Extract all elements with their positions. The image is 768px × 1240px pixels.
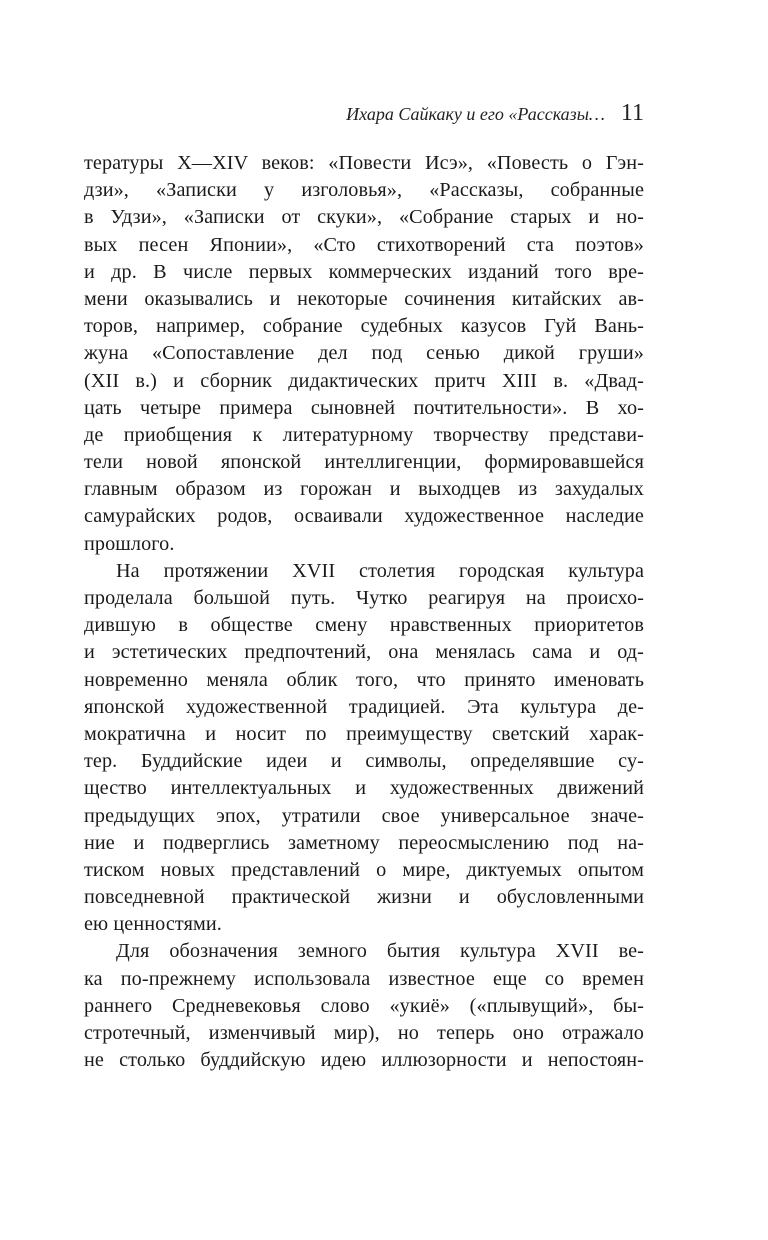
- text-line: мократична и носит по преимуществу светский харак-: [84, 722, 644, 745]
- text-line: и др. В числе первых коммерческих изданий того вре-: [84, 260, 644, 283]
- body-text: [84, 150, 644, 1074]
- text-line: щество интеллектуальных и художественных движений: [84, 777, 644, 800]
- text-line: тели новой японской интеллигенции, формировавшейся: [84, 451, 644, 474]
- text-line: тературы X—XIV веков: «Повести Исэ», «Повесть о Гэн-: [84, 152, 644, 174]
- text-line: дзи», «Записки у изголовья», «Рассказы, собранные: [84, 179, 644, 202]
- text-line: На протяжении XVII столетия городская культура: [116, 559, 644, 582]
- paragraph-2: [84, 558, 644, 939]
- text-line: тер. Буддийские идеи и символы, определявшие су-: [84, 750, 644, 773]
- text-line: проделала большой путь. Чутко реагируя на происхо-: [84, 587, 644, 609]
- text-line: вых песен Японии», «Сто стихотворений ста поэтов»: [84, 233, 644, 256]
- text-line: стротечный, изменчивый мир), но теперь оно отражало: [84, 1022, 644, 1044]
- text-line: (XII в.) и сборник дидактических притч XIII в. «Двад-: [84, 369, 644, 392]
- text-line: ка по-прежнему использовала известное еще со времен: [84, 967, 644, 990]
- paragraph-3: [84, 938, 644, 1074]
- text-line: самурайских родов, осваивали художественное наследие: [84, 505, 644, 528]
- text-line: повседневной практической жизни и обусловленными: [84, 886, 644, 909]
- text-line: тиском новых представлений о мире, диктуемых опытом: [84, 858, 644, 881]
- text-line: не столько буддийскую идею иллюзорности и непостоян-: [84, 1049, 644, 1072]
- text-line: цать четыре примера сыновней почтительности». В хо-: [84, 396, 644, 419]
- text-line: японской художественной традицией. Эта культура де-: [84, 695, 644, 718]
- page-number: 11: [620, 100, 644, 126]
- text-line: де приобщения к литературному творчеству представи-: [84, 423, 644, 446]
- text-line: и эстетических предпочтений, она менялась сама и од-: [84, 641, 644, 664]
- text-line: новременно меняла облик того, что принято именовать: [84, 668, 644, 691]
- text-line: ние и подверглись заметному переосмыслению под на-: [84, 831, 644, 854]
- running-header: [346, 100, 644, 127]
- text-line: раннего Средневековья слово «укиё» («плывущий», бы-: [84, 994, 644, 1017]
- text-line: Для обозначения земного бытия культура XVII ве-: [116, 940, 644, 963]
- text-line: главным образом из горожан и выходцев из захудалых: [84, 478, 644, 501]
- text-line: дившую в обществе смену нравственных приоритетов: [84, 614, 644, 637]
- text-line: торов, например, собрание судебных казусов Гуй Вань-: [84, 315, 644, 338]
- paragraph-1: [84, 150, 644, 558]
- text-line: мени оказывались и некоторые сочинения китайских ав-: [84, 287, 644, 310]
- text-line: ею ценностями.: [84, 913, 222, 936]
- book-page: [84, 0, 644, 1240]
- running-title: Ихара Сайкаку и его «Рассказы…: [346, 104, 605, 124]
- text-line: прошлого.: [84, 532, 175, 555]
- text-line: предыдущих эпох, утратили свое универсальное значе-: [84, 804, 644, 827]
- text-line: жуна «Сопоставление дел под сенью дикой груши»: [84, 342, 644, 365]
- text-line: в Удзи», «Записки от скуки», «Собрание старых и но-: [84, 206, 644, 229]
